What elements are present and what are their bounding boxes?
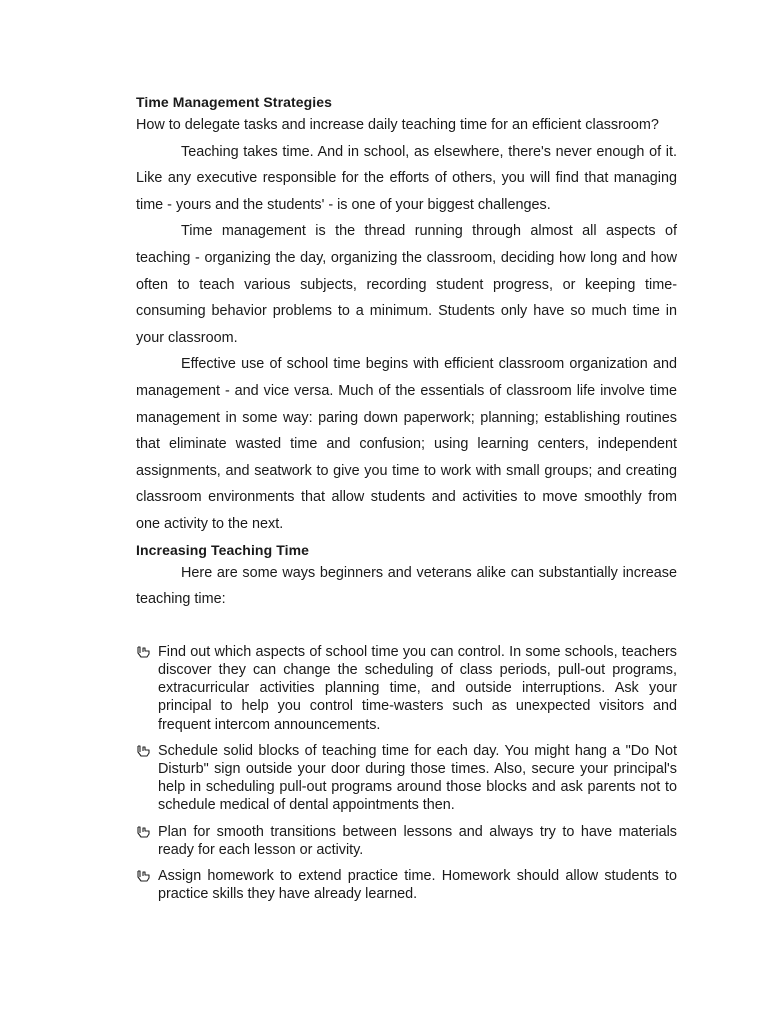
document-page — [136, 92, 677, 911]
bullet-text: Find out which aspects of school time you can control. In some schools, teachers discover they can change the scheduling of class periods, pull-out programs, extracurricular activities planning time, and outside interruptions. Ask your principal to help you control time-wasters such as unexpected visitors and frequent intercom announcements. — [158, 643, 677, 733]
list-item — [136, 742, 677, 815]
pointing-hand-icon — [136, 868, 152, 884]
bullet-list — [136, 643, 677, 904]
list-item — [136, 867, 677, 903]
bullet-text: Assign homework to extend practice time. Homework should allow students to practice skills they have already learned. — [158, 867, 677, 903]
heading-time-management-strategies: Time Management Strategies — [136, 94, 333, 110]
bullet-text: Schedule solid blocks of teaching time for each day. You might hang a "Do Not Disturb" sign outside your door during those times. Also, secure your principal's help in scheduling pull-out programs around those blocks and ask parents not to schedule medical of dental appointments then. — [158, 742, 677, 814]
intro-question: How to delegate tasks and increase daily teaching time for an efficient classroom? — [136, 117, 659, 133]
list-item — [136, 823, 677, 859]
paragraph-1: Teaching takes time. And in school, as elsewhere, there's never enough of it. Like any executive responsible for the efforts of others, you will find that managing time - yours and the students' - is one of your biggest challenges. — [136, 143, 677, 213]
heading-increasing-teaching-time: Increasing Teaching Time — [136, 541, 310, 558]
lead-in-paragraph: Here are some ways beginners and veterans alike can substantially increase teaching time: — [136, 564, 677, 608]
pointing-hand-icon — [136, 824, 152, 840]
pointing-hand-icon — [136, 743, 152, 759]
pointing-hand-icon — [136, 644, 152, 660]
paragraph-2: Time management is the thread running through almost all aspects of teaching - organizing the day, organizing the classroom, deciding how long and how often to teach various subjects, recording student progress, or keeping time-consuming behavior problems to a minimum. Students only have so much time in your classroom. — [136, 223, 677, 346]
paragraph-3: Effective use of school time begins with efficient classroom organization and management - and vice versa. Much of the essentials of classroom life involve time management in some way: paring down paperwork; planning; establishing routines that eliminate wasted time and confusion; using learning centers, independent assignments, and seatwork to give you time to work with small groups; and creating classroom environments that allow students and activities to move smoothly from one activity to the next. — [136, 356, 677, 532]
list-item — [136, 643, 677, 734]
bullet-text: Plan for smooth transitions between lessons and always try to have materials ready for each lesson or activity. — [158, 823, 677, 858]
